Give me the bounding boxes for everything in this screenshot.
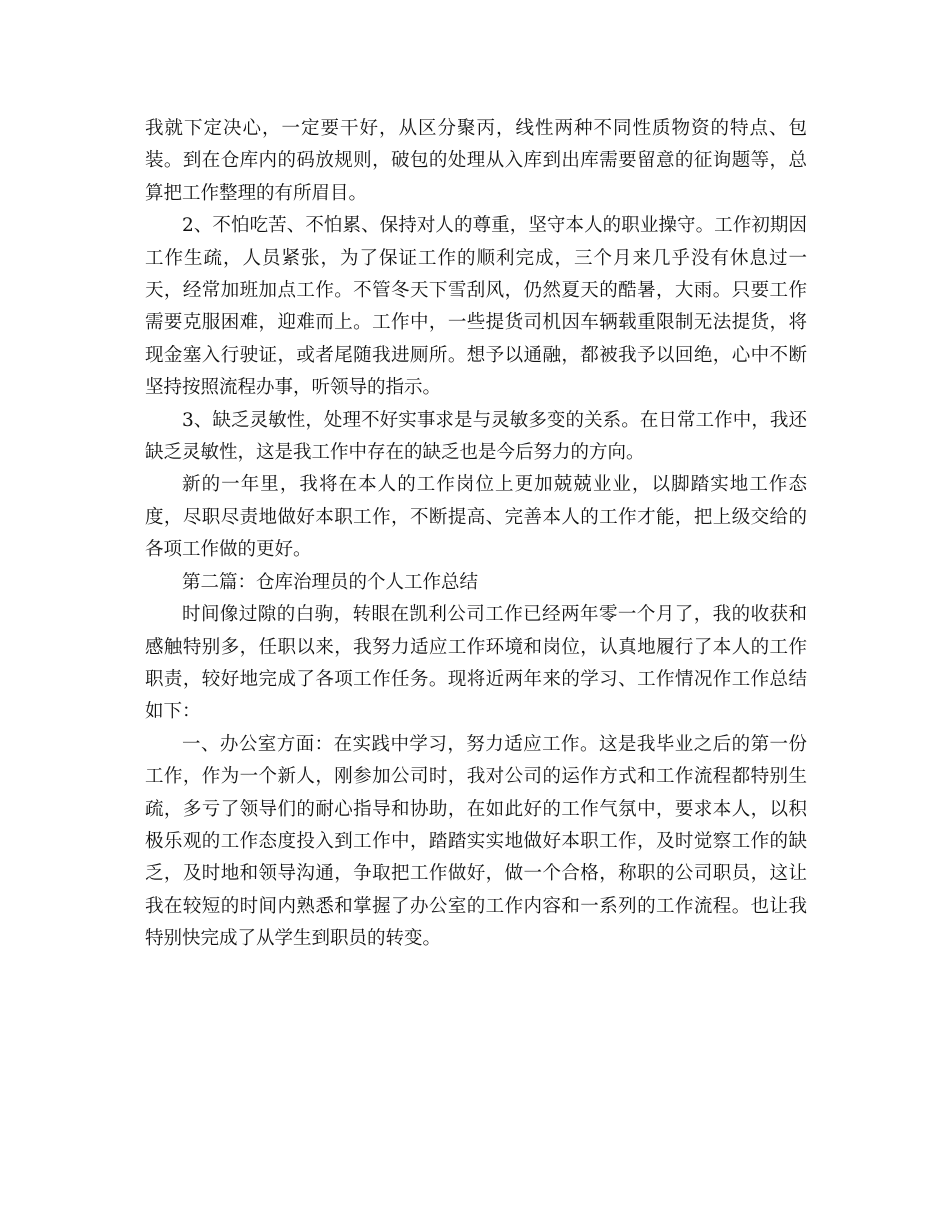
section-heading: 第二篇：仓库治理员的个人工作总结 [182,571,479,593]
paragraph-5: 时间像过隙的白驹，转眼在凯利公司工作已经两年零一个月了，我的收获和感触特别多，任职以来，我努力适应工作环境和岗位，认真地履行了本人的工作职责，较好地完成了各项工作任务。现将近两年来的学习、工作情况作工作总结如下： [145,604,807,723]
paragraph-1: 我就下定决心，一定要干好，从区分聚丙，线性两种不同性质物资的特点、包装。到在仓库内的码放规则，破包的处理从入库到出库需要留意的征询题等，总算把工作整理的有所眉目。 [145,118,807,204]
paragraph-2: 2、不怕吃苦、不怕累、保持对人的尊重，坚守本人的职业操守。工作初期因工作生疏，人员紧张，为了保证工作的顺利完成，三个月来几乎没有休息过一天，经常加班加点工作。不管冬天下雪刮风，仍然夏天的酷暑，大雨。只要工作需要克服困难，迎难而上。工作中，一些提货司机因车辆载重限制无法提货，将现金塞入行驶证，或者尾随我进厕所。想予以通融，都被我予以回绝，心中不断坚持按照流程办事，听领导的指示。 [145,215,807,399]
paragraph-3: 3、缺乏灵敏性，处理不好实事求是与灵敏多变的关系。在日常工作中，我还缺乏灵敏性，这是我工作中存在的缺乏也是今后努力的方向。 [145,409,807,464]
paragraph-6: 一、办公室方面：在实践中学习，努力适应工作。这是我毕业之后的第一份工作，作为一个新人，刚参加公司时，我对公司的运作方式和工作流程都特别生疏，多亏了领导们的耐心指导和协助，在如此好的工作气氛中，要求本人，以积极乐观的工作态度投入到工作中，踏踏实实地做好本职工作，及时觉察工作的缺乏，及时地和领导沟通，争取把工作做好，做一个合格，称职的公司职员，这让我在较短的时间内熟悉和掌握了办公室的工作内容和一系列的工作流程。也让我特别快完成了从学生到职员的转变。 [145,733,807,950]
paragraph-4: 新的一年里，我将在本人的工作岗位上更加兢兢业业，以脚踏实地工作态度，尽职尽责地做好本职工作，不断提高、完善本人的工作才能，把上级交给的各项工作做的更好。 [145,474,807,561]
document-body [145,113,807,956]
